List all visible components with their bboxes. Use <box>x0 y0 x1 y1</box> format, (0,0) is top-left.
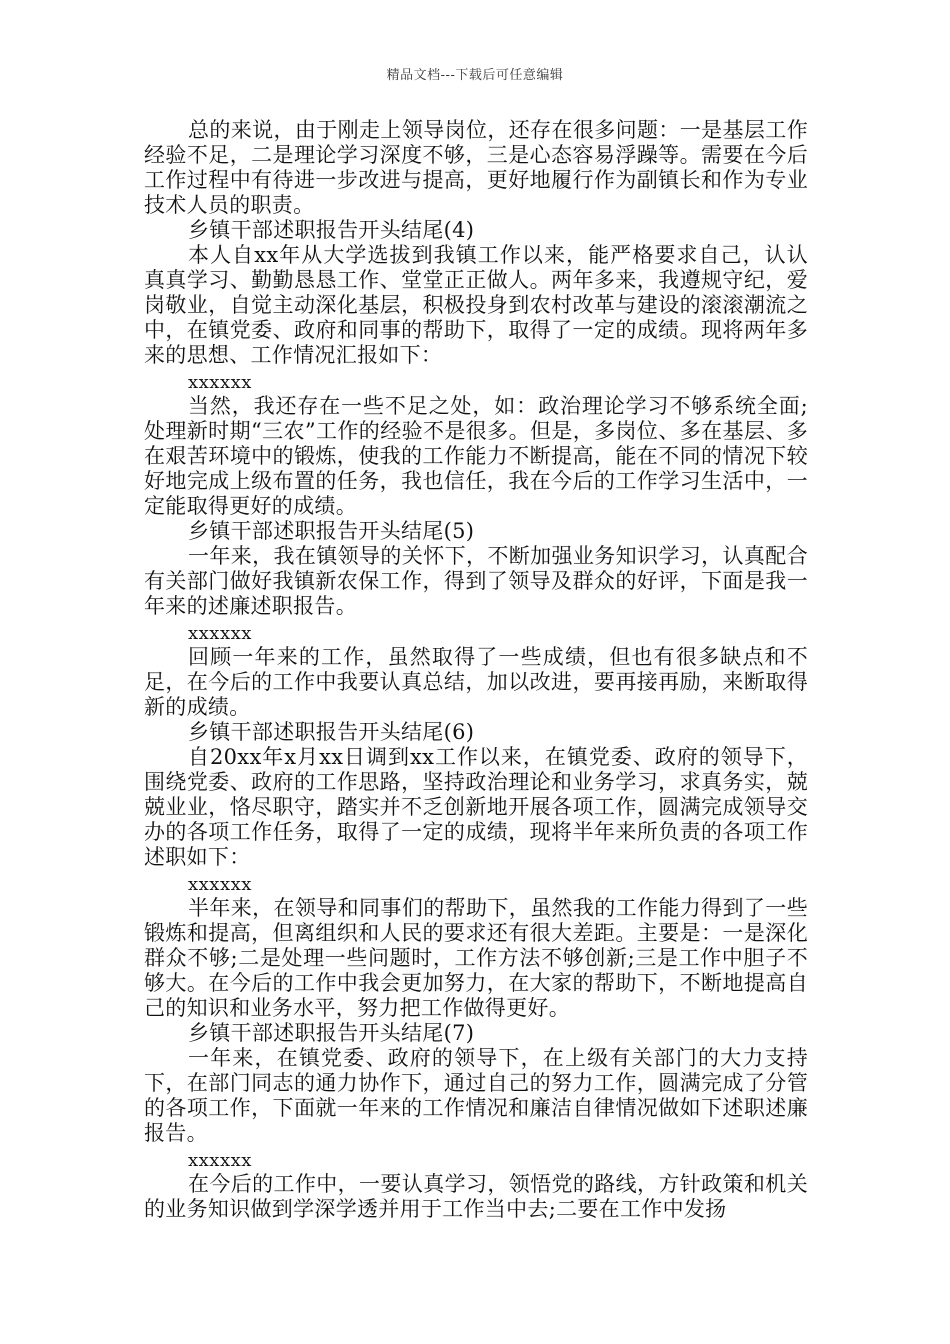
section-heading-7: 乡镇干部述职报告开头结尾(7) <box>188 1021 475 1045</box>
paragraph-opening-4: 本人自xx年从大学选拔到我镇工作以来，能严格要求自己，认认真真学习、勤勤恳恳工作、堂堂正正做人。两年多来，我遵规守纪，爱岗敬业，自觉主动深化基层，积极投身到农村改革与建设的滚滚潮流之中，在镇党委、政府和同事的帮助下，取得了一定的成绩。现将两年多来的思想、工作情况汇报如下： <box>144 243 808 367</box>
placeholder-4: xxxxxx <box>188 372 252 393</box>
page-header: 精品文档---下载后可任意编辑 <box>386 68 564 83</box>
section-heading-5: 乡镇干部述职报告开头结尾(5) <box>188 519 475 543</box>
section-heading-6: 乡镇干部述职报告开头结尾(6) <box>188 720 475 744</box>
section-heading-4: 乡镇干部述职报告开头结尾(4) <box>188 218 475 242</box>
paragraph-closing-5: 回顾一年来的工作，虽然取得了一些成绩，但也有很多缺点和不足，在今后的工作中我要认真总结，加以改进，要再接再励，来断取得新的成绩。 <box>144 645 808 719</box>
paragraph-closing-6: 半年来，在领导和同事们的帮助下，虽然我的工作能力得到了一些锻炼和提高，但离组织和人民的要求还有很大差距。主要是：一是深化群众不够;二是处理一些问题时，工作方法不够创新;三是工作中胆子不够大。在今后的工作中我会更加努力，在大家的帮助下，不断地提高自己的知识和业务水平，努力把工作做得更好。 <box>144 896 808 1020</box>
paragraph-closing-7: 在今后的工作中，一要认真学习，领悟党的路线，方针政策和机关的业务知识做到学深学透并用于工作当中去;二要在工作中发扬 <box>144 1172 808 1221</box>
paragraph-opening-6: 自20xx年x月xx日调到xx工作以来，在镇党委、政府的领导下，围绕党委、政府的工作思路，坚持政治理论和业务学习，求真务实，兢兢业业，恪尽职守，踏实并不乏创新地开展各项工作，圆满完成领导交办的各项工作任务，取得了一定的成绩，现将半年来所负责的各项工作述职如下： <box>144 745 808 869</box>
paragraph-opening-5: 一年来，我在镇领导的关怀下，不断加强业务知识学习，认真配合有关部门做好我镇新农保工作，得到了领导及群众的好评，下面是我一年来的述廉述职报告。 <box>144 544 808 618</box>
placeholder-5: xxxxxx <box>188 623 252 644</box>
paragraph-closing-4: 当然，我还存在一些不足之处，如：政治理论学习不够系统全面;处理新时期“三农”工作的经验不是很多。但是，多岗位、多在基层、多在艰苦环境中的锻炼，使我的工作能力不断提高，能在不同的情况下较好地完成上级布置的任务，我也信任，我在今后的工作学习生活中，一定能取得更好的成绩。 <box>144 394 808 518</box>
paragraph-summary: 总的来说，由于刚走上领导岗位，还存在很多问题：一是基层工作经验不足，二是理论学习深度不够，三是心态容易浮躁等。需要在今后工作过程中有待进一步改进与提高，更好地履行作为副镇长和作为专业技术人员的职责。 <box>144 118 808 217</box>
placeholder-6: xxxxxx <box>188 874 252 895</box>
document-body <box>144 118 808 1222</box>
paragraph-opening-7: 一年来，在镇党委、政府的领导下，在上级有关部门的大力支持下，在部门同志的通力协作下，通过自己的努力工作，圆满完成了分管的各项工作，下面就一年来的工作情况和廉洁自律情况做如下述职述廉报告。 <box>144 1046 808 1145</box>
placeholder-7: xxxxxx <box>188 1150 252 1171</box>
